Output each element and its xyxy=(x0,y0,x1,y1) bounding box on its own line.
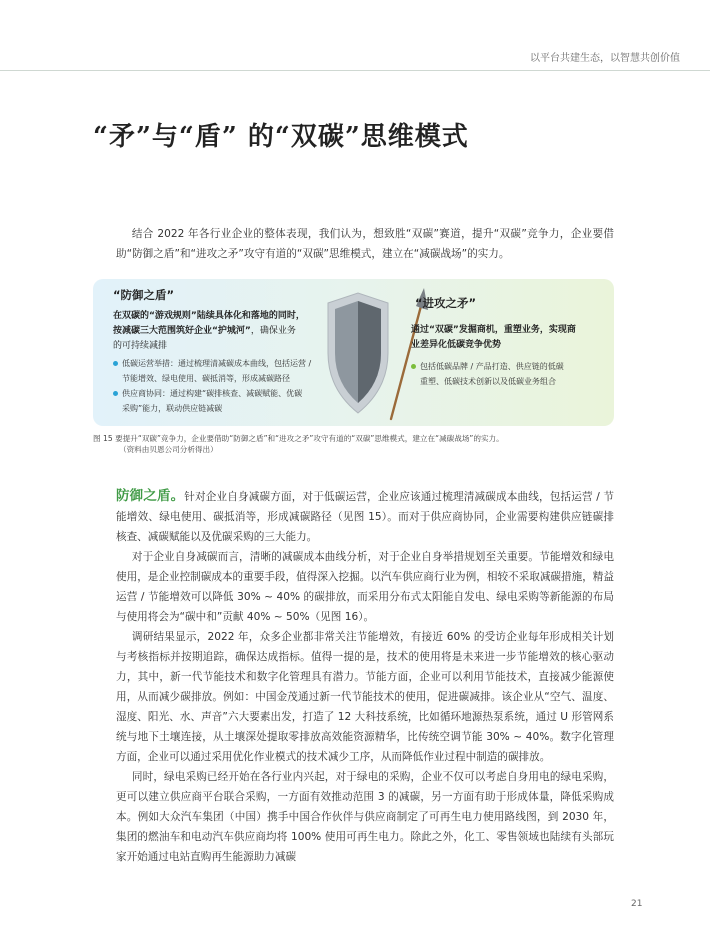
attack-bullet-list xyxy=(411,359,611,389)
defense-lead-heading: 防御之盾。 xyxy=(116,488,185,504)
body-lead-text: 针对企业自身减碳方面，对于低碳运营，企业应该通过梳理清减碳成本曲线，包括运营 / 节能增效、绿电使用、碳抵消等，形成减碳路径（见图 15）。而对于供应商协同，企业需要构建供应链碳排核查、减碳赋能以及优碳采购的三大能力。 xyxy=(116,491,614,543)
defense-desc-line2-bold: 按减碳三大范围筑好企业“护城河” xyxy=(113,326,251,336)
header-divider xyxy=(0,70,710,71)
figure-caption xyxy=(93,433,623,455)
bullet-dot-icon xyxy=(411,364,416,369)
page-number: 21 xyxy=(631,899,643,909)
header-slogan: 以平台共建生态，以智慧共创价值 xyxy=(530,53,680,64)
body-paragraph: 同时，绿电采购已经开始在各行业内兴起，对于绿电的采购，企业不仅可以考虑自身用电的绿电采购，更可以建立供应商平台联合采购，一方面有效推动范围 3 的减碳，另一方面有助于形成体量，降低采购成本。例如大众汽车集团（中国）携手中国合作伙伴与供应商制定了可再生电力使用路线图，到 2030 年，集团的燃油车和电动汽车供应商均将 100% 使用可再生电力。除此之外，化工、零售领域也陆续有头部玩家开始通过电站直购再生能源助力减碳 xyxy=(116,771,614,863)
attack-description xyxy=(411,323,611,353)
attack-bullet xyxy=(411,359,611,389)
defense-bullet-line1: 低碳运营举措：通过梳理清减碳成本曲线，包括运营 / xyxy=(122,359,312,368)
bullet-dot-icon xyxy=(113,391,118,396)
defense-panel xyxy=(113,287,358,416)
defense-title: “防御之盾” xyxy=(113,288,175,302)
body-paragraph xyxy=(116,486,614,547)
figure-spear-and-shield xyxy=(93,279,614,426)
body-paragraph: 调研结果显示，2022 年，众多企业都非常关注节能增效，有接近 60% 的受访企业每年形成相关计划与考核指标并按期追踪，确保达成指标。值得一提的是，技术的使用将是未来进一步节能增效的核心驱动力，其中，新一代节能技术和数字化管理具有潜力。节能方面，企业可以利用节能技术，直接减少能源使用，从而减少碳排放。例如：中国金茂通过新一代节能技术的使用，促进碳减排。该企业从“空气、温度、湿度、阳光、水、声音”六大要素出发，打造了 12 大科技系统，比如循环地源热泵系统，通过 U 形管网系统与地下土壤连接，从土壤深处提取零排放高效能资源精华，比传统空调节能 30% ~ 40%。数字化管理方面，企业可以通过采用优化作业模式的技术减少工序，从而降低作业过程中制造的碳排放。 xyxy=(116,631,614,763)
attack-title: “进攻之矛” xyxy=(415,296,477,310)
defense-desc-line1: 在双碳的“游戏规则”陆续具体化和落地的同时， xyxy=(113,311,305,321)
body-paragraph: 对于企业自身减碳而言，清晰的减碳成本曲线分析，对于企业自身举措规划至关重要。节能增效和绿电使用，是企业控制碳成本的重要手段，值得深入挖掘。以汽车供应商行业为例，相较不采取减碳措施，精益运营 / 节能增效可以降低 30% ~ 40% 的碳排放，而采用分布式太阳能自发电、绿电采购等新能源的布局与使用将会为“碳中和”贡献 40% ~ 50%（见图 16）。 xyxy=(116,551,614,623)
defense-desc-line3: 的可持续减排 xyxy=(113,341,168,351)
body-text xyxy=(116,486,614,867)
defense-bullet-line2: 采购”能力，联动供应链减碳 xyxy=(122,404,223,413)
defense-bullet xyxy=(113,386,358,416)
defense-bullet-list xyxy=(113,356,358,416)
defense-description xyxy=(113,309,358,354)
defense-desc-line2-rest: ，确保业务 xyxy=(250,326,296,336)
caption-source: （资料由贝恩公司分析得出） xyxy=(119,445,218,454)
attack-panel xyxy=(411,295,611,389)
intro-paragraph: 结合 2022 年各行业企业的整体表现，我们认为，想致胜“双碳”赛道，提升“双碳”竞争力，企业要借助“防御之盾”和“进攻之矛”攻守有道的“双碳”思维模式，建立在“减碳战场”的实力。 xyxy=(116,228,614,260)
caption-line1: 图 15 要提升“双碳”竞争力，企业要借助“防御之盾”和“进攻之矛”攻守有道的“双碳”思维模式，建立在“减碳战场”的实力。 xyxy=(93,434,504,443)
defense-bullet xyxy=(113,356,358,386)
attack-bullet-line1: 包括低碳品牌 / 产品打造、供应链的低碳 xyxy=(420,362,564,371)
attack-desc-line2: 业差异化低碳竞争优势 xyxy=(411,340,502,350)
attack-desc-line1: 通过“双碳”发掘商机，重塑业务，实现商 xyxy=(411,325,576,335)
attack-bullet-line2: 重塑、低碳技术创新以及低碳业务组合 xyxy=(420,377,556,386)
defense-bullet-line2: 节能增效、绿电使用、碳抵消等，形成减碳路径 xyxy=(122,374,290,383)
page-title: “矛”与“盾” 的“双碳”思维模式 xyxy=(93,122,469,152)
bullet-dot-icon xyxy=(113,361,118,366)
defense-bullet-line1: 供应商协同：通过构建“碳排核查、减碳赋能、优碳 xyxy=(122,389,303,398)
